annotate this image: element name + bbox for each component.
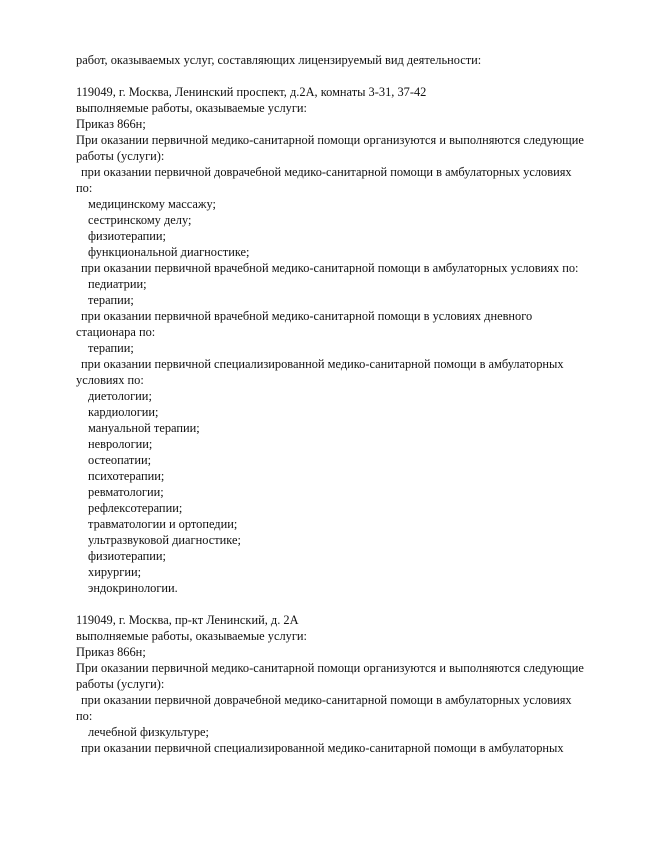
list-item: неврологии; [88,437,153,451]
block1-address: 119049, г. Москва, Ленинский проспект, д.2А, комнаты 3-31, 37-42 [76,85,427,99]
list-item: остеопатии; [88,453,152,467]
block1-section1-heading: при оказании первичной доврачебной медико-санитарной помощи в амбулаторных условиях [81,165,572,179]
block2-section1-heading: при оказании первичной доврачебной медико-санитарной помощи в амбулаторных условиях [81,693,572,707]
list-item: терапии; [88,293,134,307]
list-item: педиатрии; [88,277,147,291]
block1-section3-heading-cont: стационара по: [76,325,156,339]
list-item: рефлексотерапии; [88,501,183,515]
list-item: функциональной диагностике; [88,245,250,259]
list-item: медицинскому массажу; [88,197,216,211]
block2-order: Приказ 866н; [76,645,146,659]
block1-general-line1: При оказании первичной медико-санитарной помощи организуются и выполняются следующие [76,133,584,147]
block1-order: Приказ 866н; [76,117,146,131]
block1-section4-heading: при оказании первичной специализированной медико-санитарной помощи в амбулаторных [81,357,564,371]
list-item: диетологии; [88,389,152,403]
list-item: хирургии; [88,565,142,579]
block1-general-line2: работы (услуги): [76,149,165,163]
list-item: кардиологии; [88,405,159,419]
block1-section1-heading-cont: по: [76,181,93,195]
block2-address: 119049, г. Москва, пр-кт Ленинский, д. 2А [76,613,299,627]
list-item: психотерапии; [88,469,165,483]
list-item: травматологии и ортопедии; [88,517,238,531]
block2-general-line2: работы (услуги): [76,677,165,691]
list-item: терапии; [88,341,134,355]
list-item: физиотерапии; [88,229,166,243]
list-item: ультразвуковой диагностике; [88,533,241,547]
list-item: ревматологии; [88,485,164,499]
block2-works-label: выполняемые работы, оказываемые услуги: [76,629,308,643]
intro-text: работ, оказываемых услуг, составляющих лицензируемый вид деятельности: [76,53,482,67]
block1-section4-heading-cont: условиях по: [76,373,144,387]
block2-section2-heading: при оказании первичной специализированной медико-санитарной помощи в амбулаторных [81,741,564,755]
list-item: сестринскому делу; [88,213,192,227]
list-item: мануальной терапии; [88,421,200,435]
list-item: физиотерапии; [88,549,166,563]
list-item: лечебной физкультуре; [88,725,209,739]
block1-section2-heading: при оказании первичной врачебной медико-санитарной помощи в амбулаторных условиях по: [81,261,579,275]
block1-section3-heading: при оказании первичной врачебной медико-санитарной помощи в условиях дневного [81,309,533,323]
block1-works-label: выполняемые работы, оказываемые услуги: [76,101,308,115]
block2-section1-heading-cont: по: [76,709,93,723]
list-item: эндокринологии. [88,581,178,595]
block2-general-line1: При оказании первичной медико-санитарной помощи организуются и выполняются следующие [76,661,584,675]
